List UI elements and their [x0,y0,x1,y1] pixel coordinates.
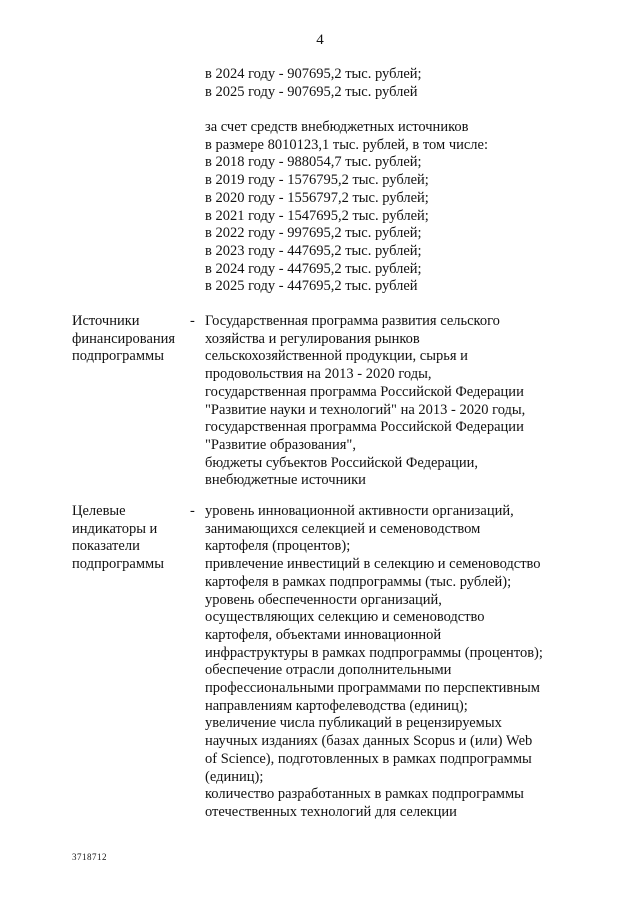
text-line: уровень инновационной активности организаций, [205,503,514,519]
text-line: картофеля, объектами инновационной [205,626,442,643]
text-line: количество разработанных в рамках подпрограммы [205,786,524,803]
text-line: в размере 8010123,1 тыс. рублей, в том числе: [205,136,489,153]
text-line: (единиц); [205,768,264,785]
text-line: продовольствия на 2013 - 2020 годы, [205,366,432,383]
text-line: в 2020 году - 1556797,2 тыс. рублей; [205,189,429,206]
text-line: обеспечение отрасли дополнительными [205,662,452,679]
extrabudget-funding [205,119,605,296]
text-line: в 2025 году - 907695,2 тыс. рублей [205,83,418,100]
text-line: "Развитие образования", [205,436,356,453]
text-line: за счет средств внебюджетных источников [205,119,469,135]
text-line: "Развитие науки и технологий" на 2013 - 2020 годы, [205,401,526,418]
page-number: 4 [316,32,324,48]
label-line: показатели [72,538,140,555]
text-line: научных изданиях (базах данных Scopus и (или) Web [205,733,533,750]
text-line: инфраструктуры в рамках подпрограммы (процентов); [205,644,543,661]
text-line: в 2024 году - 447695,2 тыс. рублей; [205,260,422,277]
text-line: в 2024 году - 907695,2 тыс. рублей; [205,66,422,82]
document-code: 3718712 [72,852,107,862]
text-line: картофеля (процентов); [205,538,351,555]
sources-label [72,313,192,366]
label-line: Целевые [72,503,126,519]
text-line: увеличение числа публикаций в рецензируемых [205,715,502,732]
text-line: отечественных технологий для селекции [205,803,457,820]
text-line: в 2018 году - 988054,7 тыс. рублей; [205,154,422,171]
text-line: в 2025 году - 447695,2 тыс. рублей [205,278,418,295]
text-line: картофеля в рамках подпрограммы (тыс. рублей); [205,573,512,590]
text-line: в 2021 году - 1547695,2 тыс. рублей; [205,207,429,224]
text-line: занимающихся селекцией и семеноводством [205,520,481,537]
text-line: внебюджетные источники [205,472,366,489]
text-line: в 2023 году - 447695,2 тыс. рублей; [205,242,422,259]
indicators-label [72,503,192,574]
text-line: Государственная программа развития сельского [205,313,500,329]
text-line: уровень обеспеченности организаций, [205,591,442,608]
label-line: подпрограммы [72,556,164,573]
funding-years-continued [205,66,605,101]
label-line: Источники [72,313,140,329]
text-line: государственная программа Российской Федерации [205,383,524,400]
text-line: в 2019 году - 1576795,2 тыс. рублей; [205,172,429,189]
label-line: подпрограммы [72,348,164,365]
text-line: привлечение инвестиций в селекцию и семеноводство [205,556,541,573]
label-line: индикаторы и [72,520,158,537]
text-line: осуществляющих селекцию и семеноводство [205,609,485,626]
text-line: направлениям картофелеводства (единиц); [205,697,468,714]
indicators-text [205,503,605,822]
text-line: в 2022 году - 997695,2 тыс. рублей; [205,225,422,242]
text-line: хозяйства и регулирования рынков [205,330,420,347]
text-line: of Science), подготовленных в рамках подпрограммы [205,750,532,767]
text-line: бюджеты субъектов Российской Федерации, [205,454,478,471]
text-line: профессиональными программами по перспективным [205,680,540,697]
sources-dash: - [190,313,195,329]
label-line: финансирования [72,330,176,347]
indicators-dash: - [190,503,195,519]
text-line: сельскохозяйственной продукции, сырья и [205,348,468,365]
sources-text [205,313,605,490]
text-line: государственная программа Российской Федерации [205,419,524,436]
